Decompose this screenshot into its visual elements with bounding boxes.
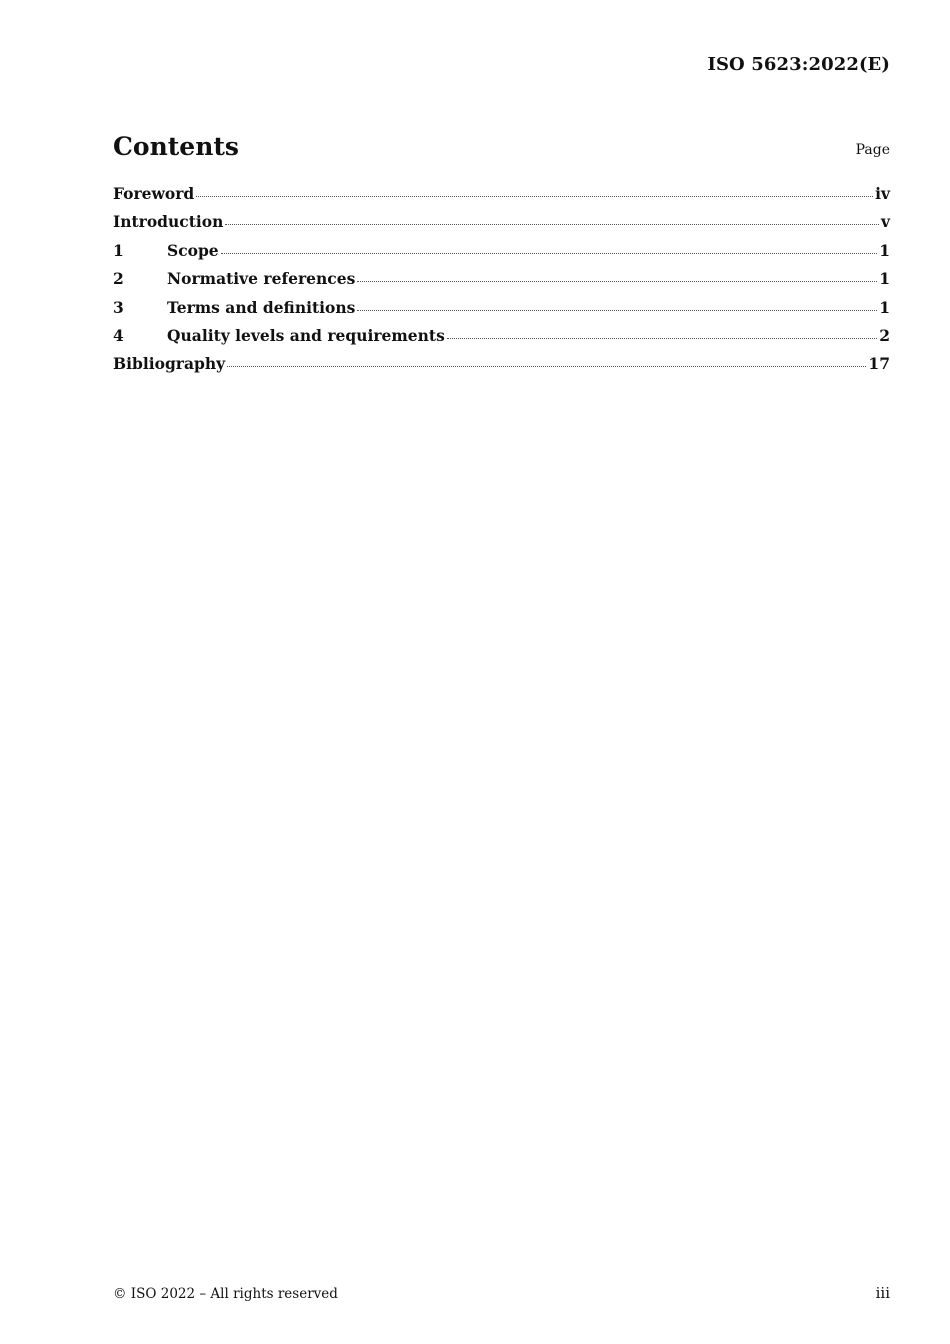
table-of-contents: [113, 184, 890, 383]
dot-leader: [196, 196, 873, 197]
toc-entry-page: iv: [875, 184, 890, 203]
dot-leader: [357, 310, 877, 311]
toc-entry-page: 1: [879, 297, 890, 317]
toc-entry-scope[interactable]: [113, 241, 890, 269]
toc-entry-title: Introduction: [113, 212, 224, 232]
toc-entry-number: 2: [113, 269, 124, 289]
dot-leader: [447, 338, 877, 339]
toc-entry-page: 1: [879, 240, 890, 260]
toc-entry-title: Scope: [167, 240, 219, 260]
toc-entry-foreword[interactable]: [113, 184, 890, 212]
toc-entry-bibliography[interactable]: [113, 354, 890, 382]
dot-leader: [357, 281, 877, 282]
toc-entry-number: 1: [113, 240, 124, 260]
page-column-label: Page: [855, 142, 890, 158]
toc-entry-page: 1: [879, 269, 890, 289]
toc-entry-title: Terms and definitions: [167, 297, 356, 317]
toc-entry-introduction[interactable]: [113, 212, 890, 240]
toc-entry-page: 17: [868, 354, 890, 374]
toc-entry-title: Foreword: [113, 184, 195, 203]
dot-leader: [221, 253, 878, 254]
dot-leader: [227, 366, 866, 367]
toc-entry-quality-levels[interactable]: [113, 326, 890, 354]
toc-entry-number: 3: [113, 297, 124, 317]
toc-entry-number: 4: [113, 325, 124, 345]
toc-entry-normative-references[interactable]: [113, 269, 890, 297]
toc-entry-title: Bibliography: [113, 354, 226, 374]
dot-leader: [225, 224, 879, 225]
copyright-notice: © ISO 2022 – All rights reserved: [113, 1286, 338, 1302]
toc-entry-title: Quality levels and requirements: [167, 325, 445, 345]
toc-entry-page: 2: [879, 325, 890, 345]
document-id: ISO 5623:2022(E): [707, 54, 890, 75]
toc-entry-title: Normative references: [167, 269, 356, 289]
contents-heading: Contents: [113, 132, 240, 161]
page-number: iii: [875, 1284, 890, 1302]
toc-entry-terms-and-definitions[interactable]: [113, 298, 890, 326]
toc-entry-page: v: [880, 212, 890, 232]
